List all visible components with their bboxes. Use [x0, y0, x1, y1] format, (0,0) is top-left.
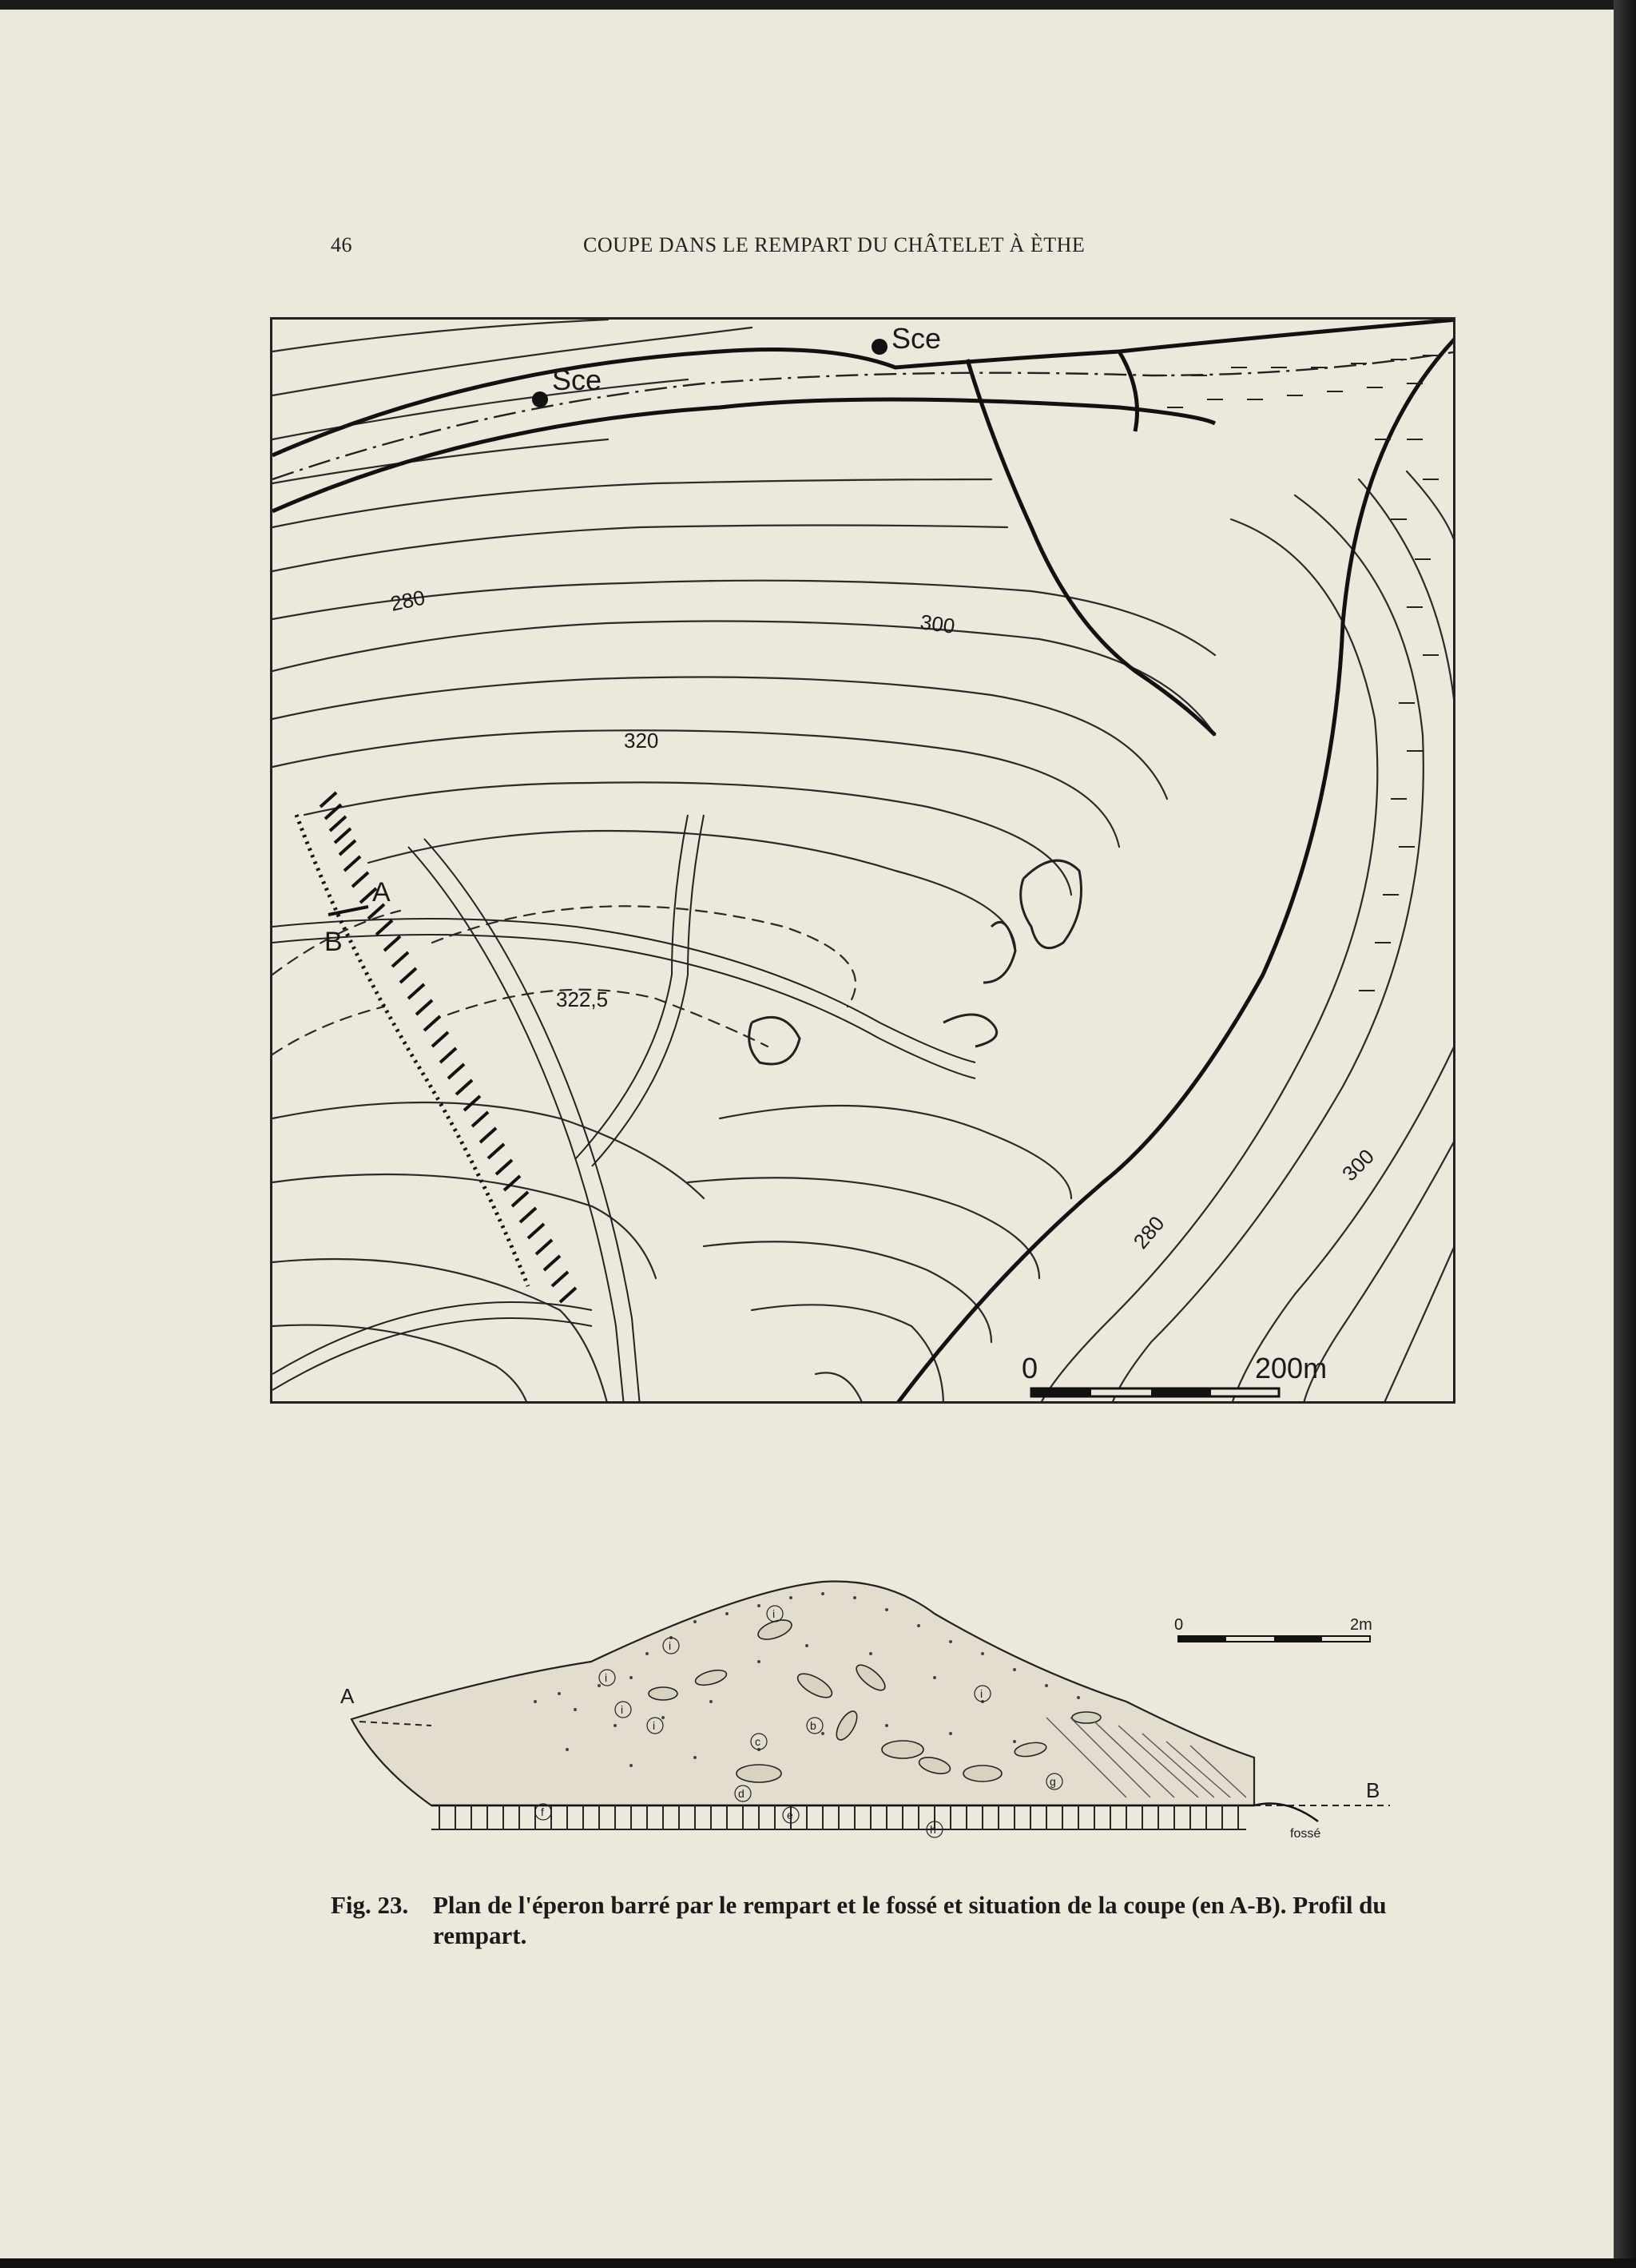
layer-label: e: [787, 1809, 793, 1821]
contour-line: [1231, 1039, 1455, 1404]
ditch-label: fossé: [1290, 1827, 1321, 1841]
rampart-profile: [328, 1566, 1430, 1869]
path-line: [272, 1318, 592, 1390]
contour-line: [272, 677, 1167, 800]
path-line: [272, 919, 975, 1063]
profile-scale-start: 0: [1174, 1616, 1184, 1634]
path-line: [272, 935, 975, 1078]
contour-line: [1407, 471, 1455, 559]
layer-label: c: [755, 1735, 760, 1748]
topographic-plan: [270, 317, 1455, 1404]
layer-label: f: [541, 1805, 544, 1818]
layer-label: i: [980, 1687, 983, 1700]
spring-label: Sce: [891, 322, 942, 355]
contour-label: 300: [1337, 1144, 1379, 1186]
section-label-a: A: [372, 877, 391, 908]
profile-label-b: B: [1366, 1778, 1380, 1802]
spring-dot: [872, 339, 887, 355]
contour-line: [272, 320, 608, 352]
caption-label: Fig. 23.: [331, 1891, 409, 1919]
contour-label: 280: [1128, 1211, 1169, 1253]
contour-line: [272, 328, 752, 395]
contour-line: [272, 1325, 528, 1404]
layer-label: h: [930, 1823, 936, 1836]
contour-line-dashed: [432, 906, 856, 1007]
profile-label-a: A: [340, 1684, 355, 1708]
contour-line: [1359, 479, 1455, 767]
path-line: [408, 847, 624, 1404]
book-spine-edge: [1614, 0, 1636, 2268]
contour-line: [272, 1174, 656, 1278]
contour-line: [272, 526, 1007, 572]
section-label-b: B: [324, 927, 343, 957]
contour-label: 322,5: [556, 987, 609, 1011]
contour-line: [720, 1106, 1071, 1198]
contour-label: 300: [919, 610, 957, 638]
plan-drawing: [272, 320, 1455, 1404]
path-line: [576, 815, 688, 1158]
spur-outline: [272, 399, 1215, 511]
quarry-pit: [943, 1015, 997, 1047]
layer-label: d: [738, 1787, 745, 1800]
contour-line: [272, 1102, 704, 1198]
page-number: 46: [331, 233, 352, 256]
rampart-hatching: [320, 792, 576, 1302]
section-line-a-b: [328, 907, 368, 915]
plan-scale-end: 200m: [1255, 1352, 1328, 1384]
plan-scale-bar: [1031, 1388, 1279, 1396]
running-title: COUPE DANS LE REMPART DU CHÂTELET À ÈTHE: [583, 233, 1086, 256]
contour-line: [752, 1305, 943, 1404]
ground-hatch: [439, 1805, 1238, 1829]
quarry-pit: [749, 1017, 800, 1064]
contour-line: [272, 439, 608, 483]
contour-line: [1383, 1238, 1455, 1404]
contour-line-dashed: [272, 1007, 384, 1055]
rampart-mound: [351, 1582, 1254, 1806]
profile-drawing: [328, 1566, 1430, 1869]
profile-scale-bar: [1178, 1636, 1370, 1642]
contour-line: [688, 1178, 1039, 1278]
layer-label: b: [810, 1719, 816, 1732]
profile-scale-end: 2m: [1350, 1616, 1372, 1634]
ground-line: [431, 1804, 1318, 1822]
quarry-pit: [983, 922, 1015, 983]
spur-outline: [1119, 352, 1138, 431]
contour-line: [304, 782, 1071, 895]
layer-label: g: [1050, 1775, 1056, 1788]
contour-line: [272, 479, 991, 527]
layer-label: i: [772, 1607, 776, 1620]
spring-label: Sce: [552, 363, 602, 396]
contour-label: 280: [388, 585, 427, 616]
layer-label: i: [605, 1671, 608, 1684]
contour-label: 320: [624, 729, 659, 753]
spur-outline: [272, 320, 1455, 455]
scan-bottom-edge: [0, 2258, 1636, 2268]
layer-label: i: [669, 1639, 672, 1652]
contour-line: [272, 730, 1119, 847]
quarry-pit: [1021, 860, 1082, 948]
contour-line: [704, 1241, 991, 1342]
spring-dot: [532, 391, 548, 407]
contour-line: [816, 1372, 864, 1404]
ditch-dotted-line: [296, 815, 528, 1286]
caption-text: Plan de l'éperon barré par le rempart et le fossé et situation de la coupe (en A-B). Profil du rempart.: [433, 1891, 1387, 1949]
layer-label: i: [653, 1719, 656, 1732]
stream-line: [272, 352, 1455, 479]
plan-scale-start: 0: [1022, 1352, 1038, 1384]
layer-label: i: [621, 1703, 624, 1716]
